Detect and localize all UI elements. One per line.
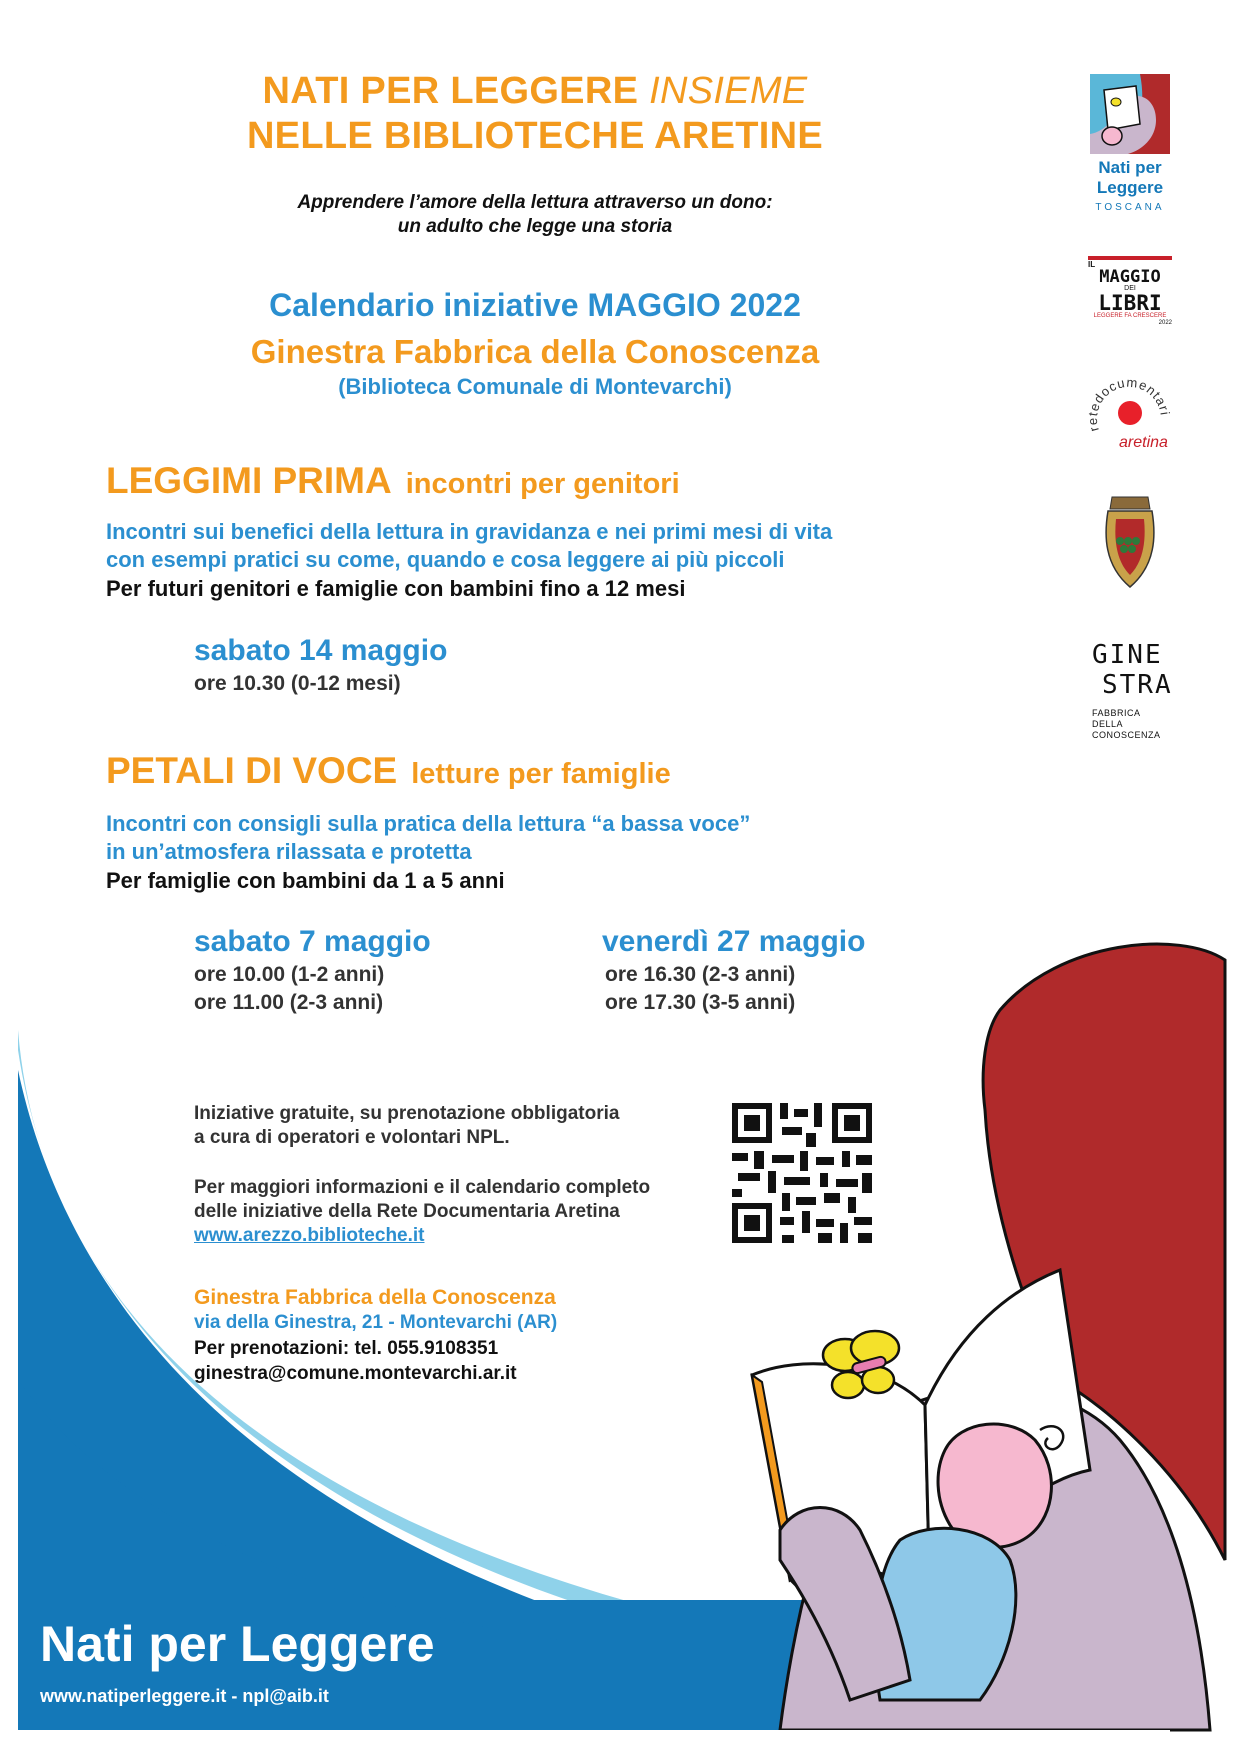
contact-email: ginestra@comune.montevarchi.ar.it xyxy=(194,1363,517,1384)
qr-code xyxy=(732,1103,872,1243)
contact-venue: Ginestra Fabbrica della Conoscenza xyxy=(194,1286,556,1309)
info-line3: Per maggiori informazioni e il calendario completo xyxy=(194,1177,651,1198)
section2-date-b: venerdì 27 maggio xyxy=(602,925,866,958)
info-website-link[interactable]: www.arezzo.biblioteche.it xyxy=(194,1225,425,1246)
section1-time: ore 10.30 (0-12 mesi) xyxy=(194,672,401,695)
section2-time-a1: ore 10.00 (1-2 anni) xyxy=(194,963,385,986)
tagline-line1: Apprendere l’amore della lettura attraverso un dono: xyxy=(297,192,773,213)
section1-heading xyxy=(106,460,680,502)
section2-desc-line2: in un’atmosfera rilassata e protetta xyxy=(106,839,472,864)
rete-documentaria-logo xyxy=(1085,368,1175,458)
maggio-logo-word: MAGGIO xyxy=(1099,267,1161,287)
poster-title-line1 xyxy=(0,70,1070,113)
npl-logo-icon xyxy=(1090,74,1170,154)
info-line1: Iniziative gratuite, su prenotazione obbligatoria xyxy=(194,1103,620,1124)
calendar-venue-note: (Biblioteca Comunale di Montevarchi) xyxy=(338,374,732,399)
calendar-venue: Ginestra Fabbrica della Conoscenza xyxy=(250,333,820,370)
footer-brand: Nati per Leggere xyxy=(40,1616,435,1672)
npl-toscana-logo xyxy=(1090,74,1170,219)
coat-of-arms-logo xyxy=(1100,495,1160,590)
info-line2: a cura di operatori e volontari NPL. xyxy=(194,1127,510,1148)
maggio-logo-sub: LEGGERE FA CRESCERE xyxy=(1093,313,1167,319)
ginestra-logo xyxy=(1092,640,1182,760)
contact-address: via della Ginestra, 21 - Montevarchi (AR) xyxy=(194,1312,558,1333)
section1-title: LEGGIMI PRIMA xyxy=(106,460,392,501)
section1-desc-line2: con esempi pratici su come, quando e cosa leggere ai più piccoli xyxy=(106,547,785,572)
section2-time-a2: ore 11.00 (2-3 anni) xyxy=(194,991,384,1014)
section2-desc-line1: Incontri con consigli sulla pratica della lettura “a bassa voce” xyxy=(106,811,751,836)
maggio-logo-il: IL xyxy=(1088,260,1096,269)
section2-time-b2: ore 17.30 (3-5 anni) xyxy=(605,991,796,1014)
maggio-logo-libri: LIBRI xyxy=(1098,291,1162,315)
section1-audience: Per futuri genitori e famiglie con bambini fino a 12 mesi xyxy=(106,576,686,601)
npl-logo-line2: Leggere xyxy=(1096,178,1164,197)
rete-logo-arc-text: retedocumentari xyxy=(1085,374,1173,434)
footer-contacts: www.natiperleggere.it - npl@aib.it xyxy=(40,1686,329,1706)
tagline-line2: un adulto che legge una storia xyxy=(397,216,673,237)
section2-heading xyxy=(106,750,671,792)
ginestra-logo-sub3: CONOSCENZA xyxy=(1092,730,1161,740)
maggio-dei-libri-logo xyxy=(1088,256,1172,326)
section1-desc-line1: Incontri sui benefici della lettura in gravidanza e nei primi mesi di vita xyxy=(106,519,833,544)
maggio-logo-dei: DEI xyxy=(1124,285,1136,292)
section2-subtitle: letture per famiglie xyxy=(411,758,671,790)
butterfly-illustration xyxy=(823,1331,899,1398)
section2-date-a: sabato 7 maggio xyxy=(194,925,431,958)
section2-audience: Per famiglie con bambini da 1 a 5 anni xyxy=(106,868,505,893)
section1-subtitle: incontri per genitori xyxy=(405,468,680,500)
calendar-heading: Calendario iniziative MAGGIO 2022 xyxy=(269,287,801,323)
section2-title: PETALI DI VOCE xyxy=(106,750,398,791)
section1-date: sabato 14 maggio xyxy=(194,634,448,667)
poster-title-line2: NELLE BIBLIOTECHE ARETINE xyxy=(246,115,824,157)
ginestra-logo-sub1: FABBRICA xyxy=(1092,708,1141,718)
coat-of-arms-icon xyxy=(1100,495,1160,590)
info-line4: delle iniziative della Rete Documentaria Aretina xyxy=(194,1201,620,1222)
maggio-logo-year: 2022 xyxy=(1158,320,1172,326)
rete-logo-name: aretina xyxy=(1119,434,1168,451)
ginestra-logo-bottom: STRA xyxy=(1102,670,1173,700)
npl-logo-region: TOSCANA xyxy=(1095,202,1165,213)
title-main: NATI PER LEGGERE xyxy=(262,70,650,112)
contact-phone: Per prenotazioni: tel. 055.9108351 xyxy=(194,1338,499,1359)
ginestra-logo-top: GINE xyxy=(1092,640,1163,670)
section2-time-b1: ore 16.30 (2-3 anni) xyxy=(605,963,796,986)
title-italic: INSIEME xyxy=(649,70,808,112)
ginestra-logo-sub2: DELLA xyxy=(1092,719,1124,729)
npl-logo-line1: Nati per xyxy=(1098,158,1162,177)
